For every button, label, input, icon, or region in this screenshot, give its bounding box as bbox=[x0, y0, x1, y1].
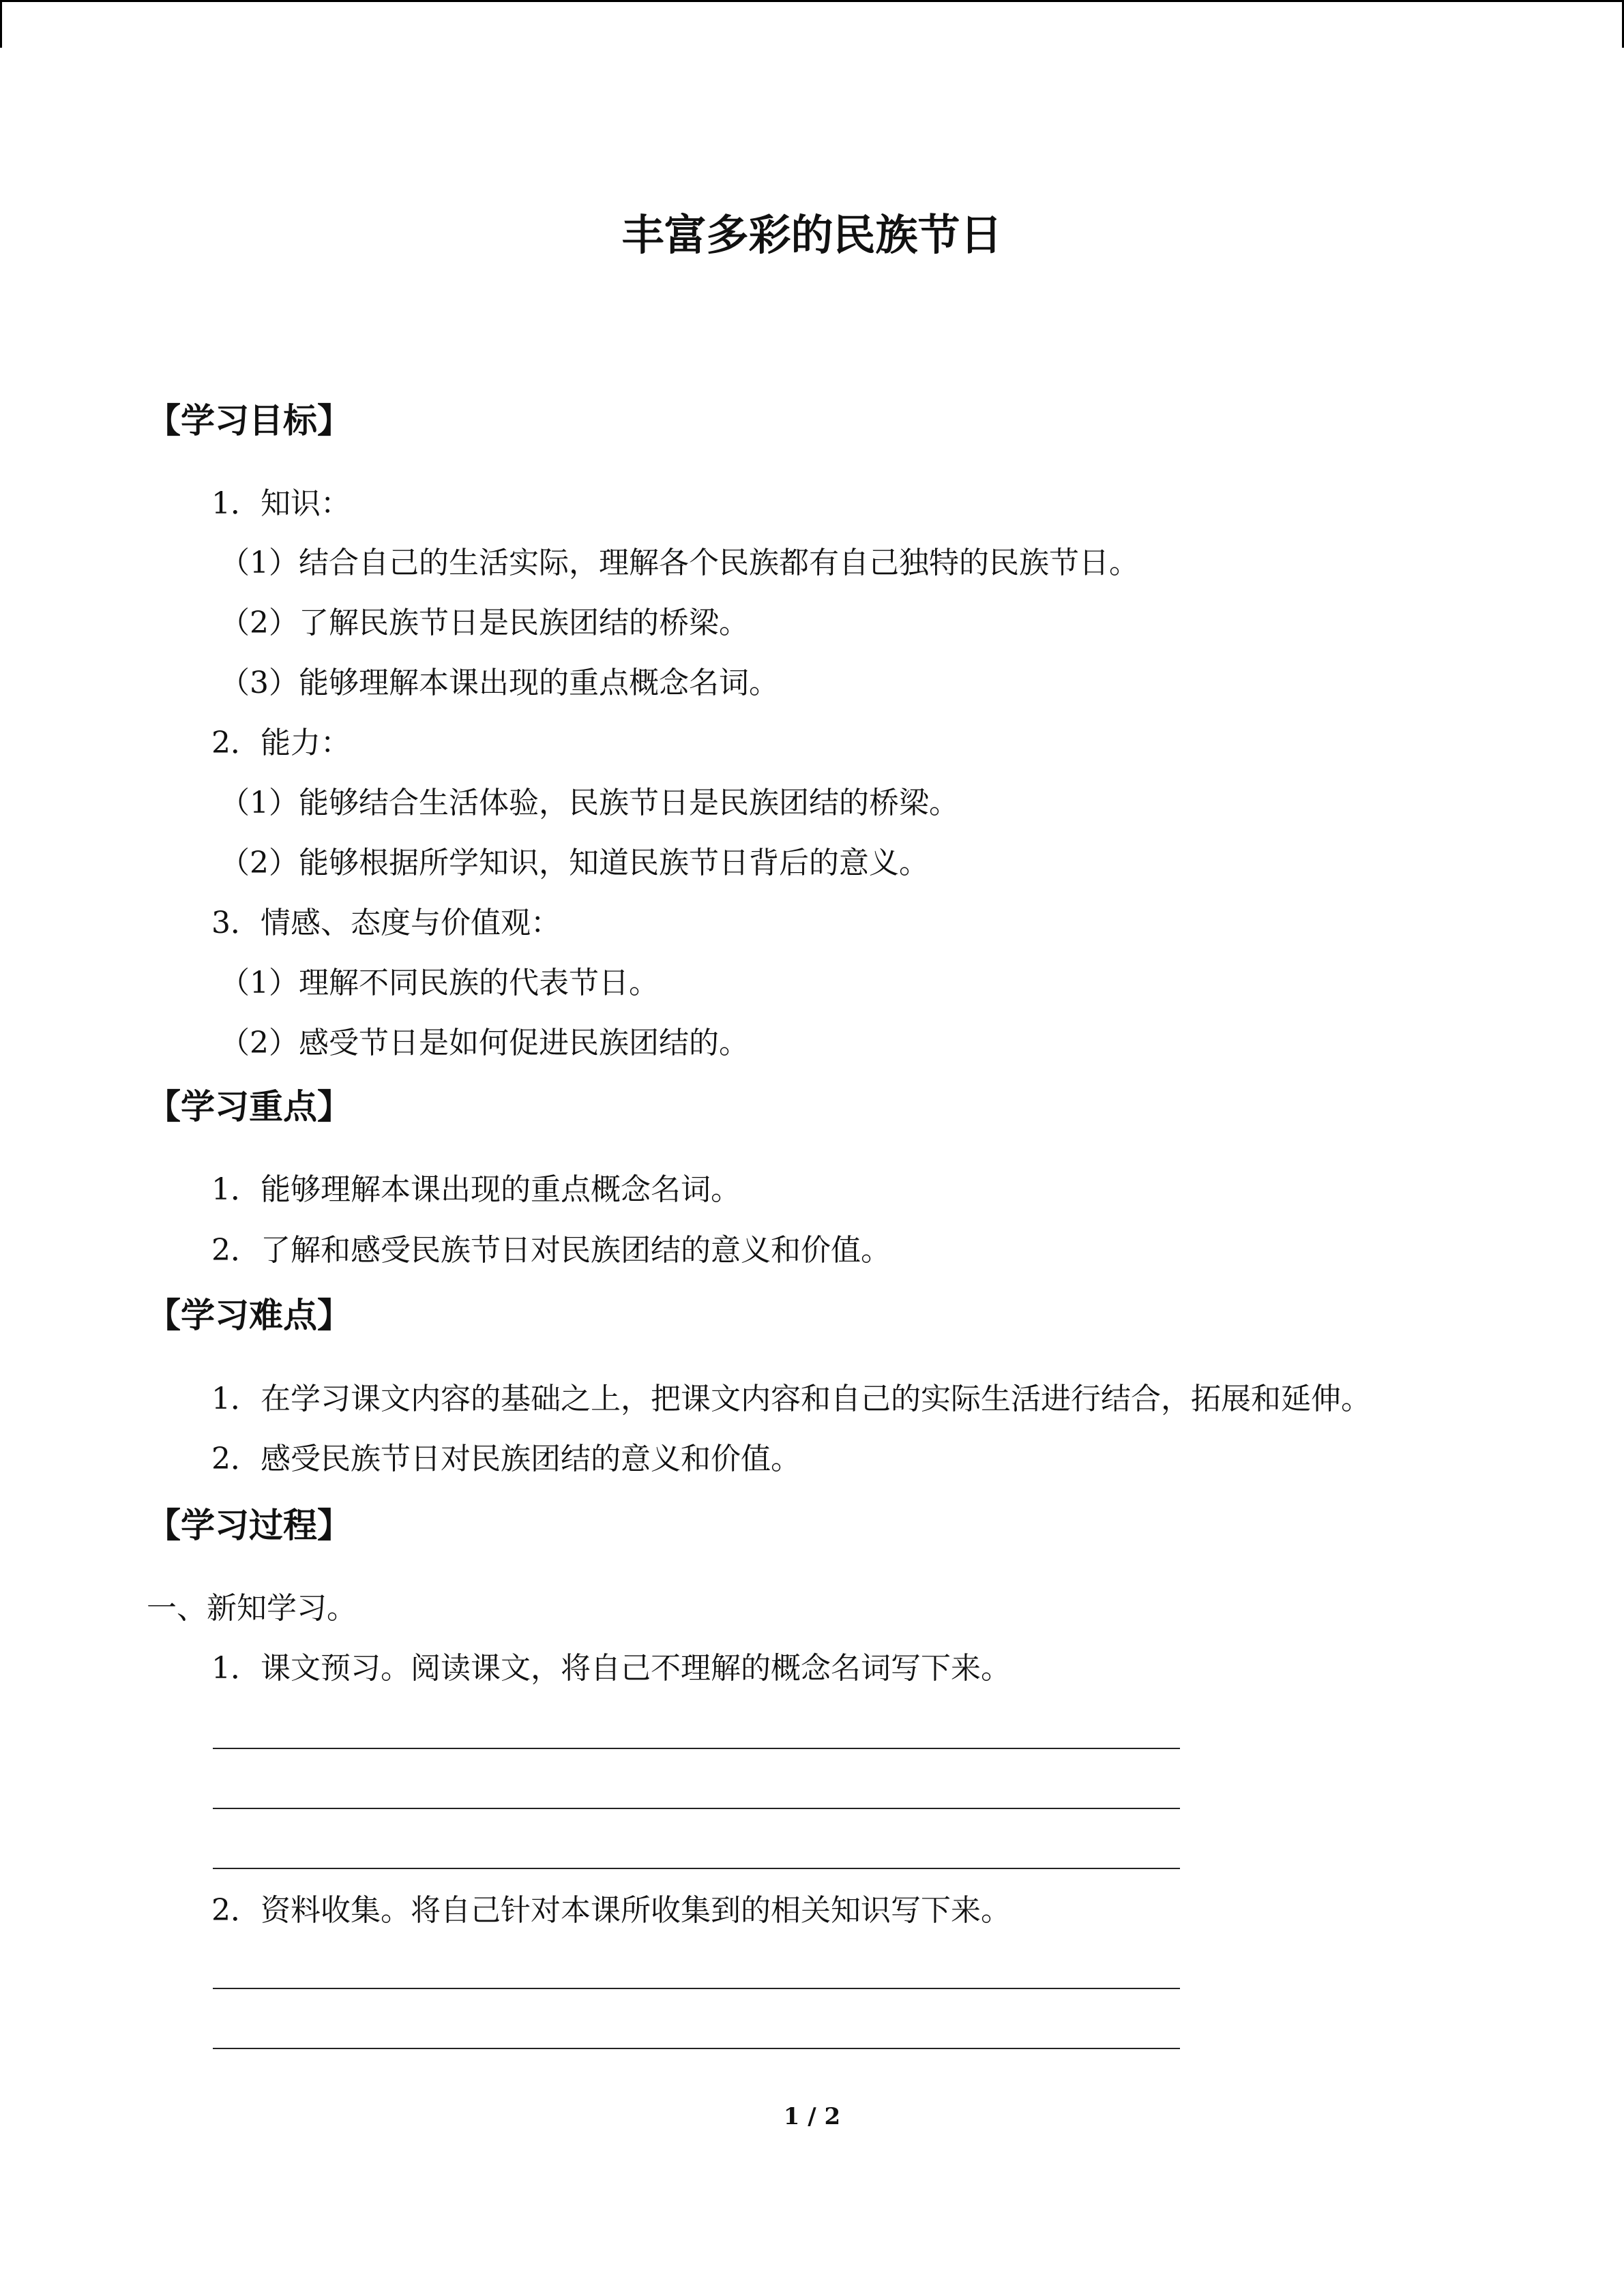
page-title: 丰富多彩的民族节日 bbox=[621, 210, 1003, 260]
knowledge-label: 1．知识： bbox=[211, 486, 351, 521]
emotion-item: （2）感受节日是如何促进民族团结的。 bbox=[220, 1026, 749, 1060]
section-heading-process: 【学习过程】 bbox=[147, 1506, 351, 1545]
page-number: 1 / 2 bbox=[783, 2103, 841, 2130]
answer-line[interactable] bbox=[213, 2048, 1180, 2049]
knowledge-item: （2）了解民族节日是民族团结的桥梁。 bbox=[220, 606, 749, 640]
ability-item: （2）能够根据所学知识，知道民族节日背后的意义。 bbox=[220, 846, 929, 880]
knowledge-item: （3）能够理解本课出现的重点概念名词。 bbox=[220, 666, 779, 700]
left-border-line bbox=[0, 0, 2, 48]
section-heading-difficulties: 【学习难点】 bbox=[147, 1296, 351, 1335]
answer-line[interactable] bbox=[213, 1988, 1180, 1989]
difficulty-item: 1．在学习课文内容的基础之上，把课文内容和自己的实际生活进行结合，拓展和延伸。 bbox=[211, 1382, 1371, 1416]
answer-line[interactable] bbox=[213, 1808, 1180, 1809]
section-heading-objectives: 【学习目标】 bbox=[147, 401, 351, 441]
task-two-prompt: 2．资料收集。将自己针对本课所收集到的相关知识写下来。 bbox=[211, 1893, 1011, 1928]
emotion-item: （1）理解不同民族的代表节日。 bbox=[220, 966, 659, 1000]
top-border-line bbox=[0, 0, 1624, 2]
answer-line[interactable] bbox=[213, 1868, 1180, 1869]
answer-line[interactable] bbox=[213, 1748, 1180, 1749]
section-heading-key-points: 【学习重点】 bbox=[147, 1087, 351, 1127]
task-one-prompt: 1．课文预习。阅读课文，将自己不理解的概念名词写下来。 bbox=[211, 1651, 1011, 1686]
key-point-item: 1．能够理解本课出现的重点概念名词。 bbox=[211, 1172, 741, 1207]
key-point-item: 2．了解和感受民族节日对民族团结的意义和价值。 bbox=[211, 1233, 891, 1268]
part-one-label: 一、新知学习。 bbox=[147, 1591, 357, 1626]
knowledge-item: （1）结合自己的生活实际，理解各个民族都有自己独特的民族节日。 bbox=[220, 546, 1139, 580]
ability-item: （1）能够结合生活体验，民族节日是民族团结的桥梁。 bbox=[220, 786, 959, 820]
difficulty-item: 2．感受民族节日对民族团结的意义和价值。 bbox=[211, 1442, 801, 1476]
emotion-label: 3．情感、态度与价值观： bbox=[211, 906, 561, 940]
ability-label: 2．能力： bbox=[211, 726, 351, 760]
